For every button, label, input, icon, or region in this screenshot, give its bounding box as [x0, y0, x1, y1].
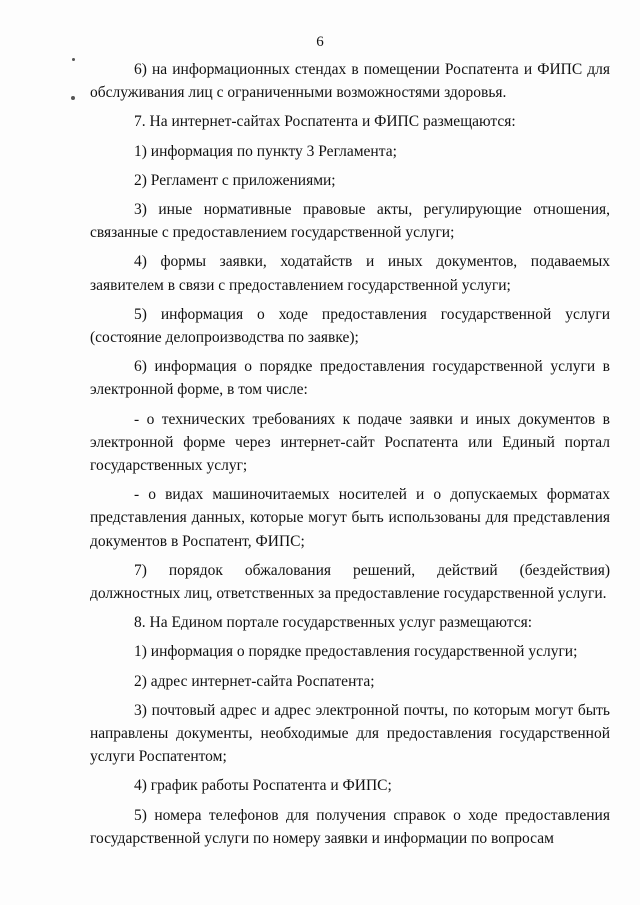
- paragraph: 6) на информационных стендах в помещении Роспатента и ФИПС для обслуживания лиц с ограниченными возможностями здоровья.: [90, 61, 610, 102]
- page-number: 6: [316, 34, 324, 50]
- scan-speck: [71, 96, 75, 100]
- paragraph: 3) почтовый адрес и адрес электронной почты, по которым могут быть направлены документы, необходимые для предоставления государственной услуги Роспатентом;: [90, 701, 610, 766]
- paragraph: 5) информация о ходе предоставления государственной услуги (состояние делопроизводства по заявке);: [90, 305, 610, 347]
- paragraph: 4) формы заявки, ходатайств и иных документов, подаваемых заявителем в связи с предоставлением государственной услуги;: [90, 253, 610, 294]
- paragraph: 5) номера телефонов для получения справок о ходе предоставления государственной услуги по номеру заявки и информации по вопросам: [90, 806, 610, 847]
- paragraph: - о видах машиночитаемых носителей и о допускаемых форматах представления данных, которые могут быть использованы для представления документов в Роспатент, ФИПС;: [90, 486, 610, 550]
- paragraph: 6) информация о порядке предоставления государственной услуги в электронной форме, в том числе:: [90, 358, 610, 399]
- paragraph: 2) адрес интернет-сайта Роспатента;: [134, 672, 375, 690]
- paragraph: 1) информация о порядке предоставления государственной услуги;: [134, 643, 578, 661]
- paragraph: - о технических требованиях к подаче заявки и иных документов в электронной форме через интернет-сайт Роспатента или Единый портал государственных услуг;: [90, 410, 610, 475]
- paragraph: 7) порядок обжалования решений, действий (бездействия) должностных лиц, ответственных за предоставление государственной услуги.: [90, 561, 610, 603]
- paragraph: 7. На интернет-сайтах Роспатента и ФИПС размещаются:: [134, 113, 516, 131]
- paragraph: 2) Регламент с приложениями;: [134, 171, 336, 189]
- paragraph: 8. На Едином портале государственных услуг размещаются:: [134, 614, 533, 632]
- paragraph: 4) график работы Роспатента и ФИПС;: [134, 777, 392, 795]
- paragraph: 3) иные нормативные правовые акты, регулирующие отношения, связанные с предоставлением государственной услуги;: [90, 201, 610, 242]
- paragraph: 1) информация по пункту 3 Регламента;: [134, 142, 397, 160]
- scan-speck: [72, 58, 75, 61]
- document-body: [90, 58, 610, 850]
